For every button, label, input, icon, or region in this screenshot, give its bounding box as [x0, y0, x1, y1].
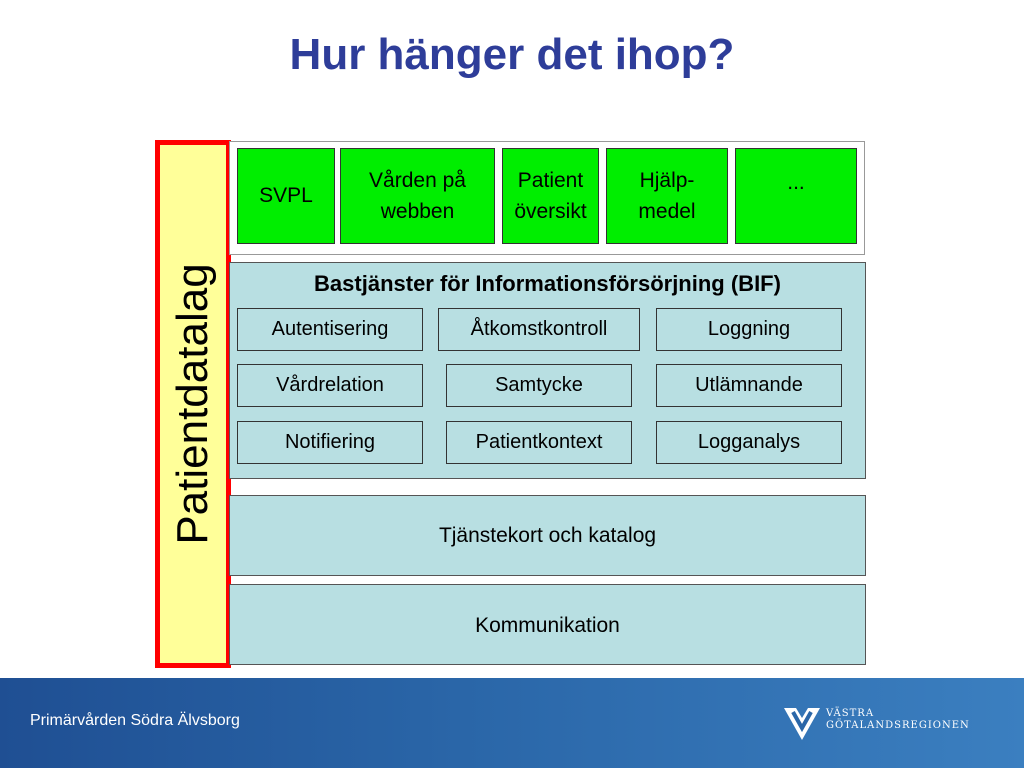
service-box: [237, 364, 423, 407]
service-label: Patientkontext: [475, 431, 603, 453]
vgr-logo-text: [826, 708, 970, 732]
service-box: [237, 308, 423, 351]
logo-line-1: VÄSTRA: [826, 708, 875, 719]
service-box: [656, 421, 842, 464]
service-label: Notifiering: [284, 431, 376, 453]
service-box: [446, 364, 632, 407]
service-box: [438, 308, 640, 351]
app-box-svpl: [237, 148, 335, 244]
app-label: SVPL: [259, 184, 313, 208]
service-box: [237, 421, 423, 464]
app-box-patient-oversikt: [502, 148, 599, 244]
bif-title: Bastjänster för Informationsförsörjning (BIF): [314, 271, 781, 296]
app-box-varden-pa-webben: [340, 148, 495, 244]
service-label: Autentisering: [271, 318, 389, 340]
vgr-logo-icon: [782, 704, 822, 742]
service-label: Åtkomstkontroll: [470, 318, 608, 340]
service-label: Utlämnande: [695, 374, 803, 396]
app-label: Vården på webben: [369, 168, 466, 223]
app-box-hjalpmedel: [606, 148, 728, 244]
kommunikation-label: Kommunikation: [475, 614, 620, 637]
service-box: [446, 421, 632, 464]
patientdatalag-label: Patientdatalag: [168, 263, 217, 545]
slide-title: Hur hänger det ihop?: [289, 30, 735, 79]
logo-line-2: GÖTALANDSREGIONEN: [826, 720, 970, 731]
app-label: ...: [787, 171, 805, 194]
service-box: [656, 308, 842, 351]
tjanstekort-label: Tjänstekort och katalog: [438, 524, 657, 547]
service-label: Loggning: [707, 318, 791, 340]
footer-org-name: Primärvården Södra Älvsborg: [30, 712, 240, 729]
app-label: Patient översikt: [514, 168, 587, 223]
service-label: Logganalys: [697, 431, 801, 453]
app-label: Hjälp-medel: [638, 168, 696, 223]
app-box-more: [735, 148, 857, 244]
service-box: [656, 364, 842, 407]
service-label: Samtycke: [495, 374, 583, 396]
service-label: Vårdrelation: [276, 374, 384, 396]
